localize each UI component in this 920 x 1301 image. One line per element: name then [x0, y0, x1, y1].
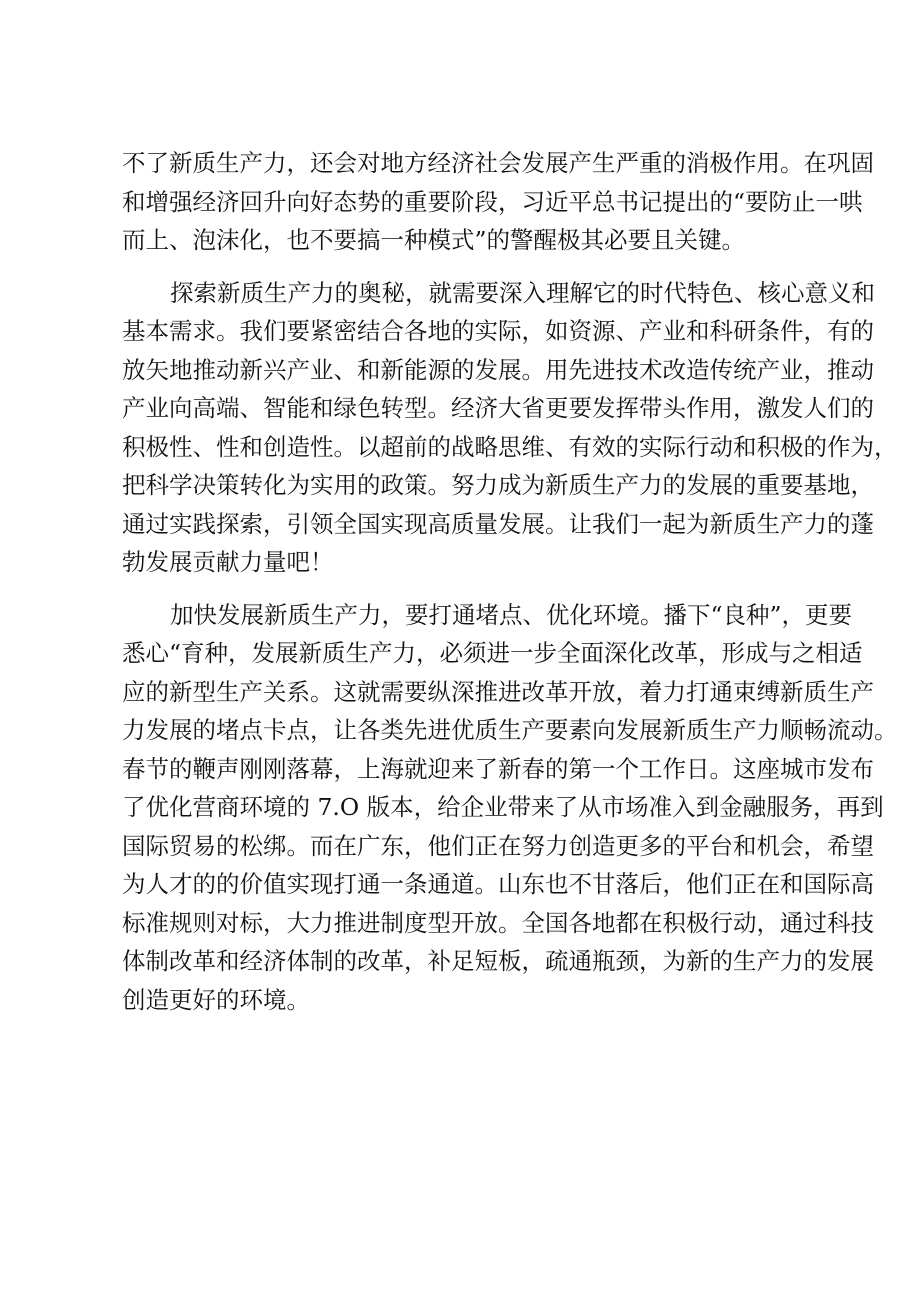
- paragraph-line: 产业向高端、智能和绿色转型。经济大省更要发挥带头作用，激发人们的: [122, 394, 874, 422]
- paragraph-spacer: [122, 582, 812, 596]
- body-text: [122, 144, 898, 1019]
- paragraph-line: 国际贸易的松绑。而在广东，他们正在努力创造更多的平台和机会，希望: [122, 831, 874, 860]
- paragraph-line: 应的新型生产关系。这就需要纵深推进改革开放，着力打通束缚新质生产: [122, 677, 874, 706]
- paragraph-1: [122, 144, 874, 260]
- paragraph-line: 探索新质生产力的奥秘，就需要深入理解它的时代特色、核心意义和: [170, 278, 875, 307]
- paragraph-3: [122, 596, 898, 1020]
- paragraph-line: 而上、泡沫化，也不要搞一种模式”的警醒极其必要且关键。: [122, 226, 746, 254]
- paragraph-line: 了优化营商环境的 7.O 版本，给企业带来了从市场准入到金融服务，再到: [122, 793, 884, 821]
- paragraph-line: 悉心“育种，发展新质生产力，必须进一步全面深化改革，形成与之相适: [122, 639, 863, 667]
- paragraph-line: 标准规则对标，大力推进制度型开放。全国各地都在积极行动，通过科技: [122, 908, 874, 937]
- paragraph-2: [122, 274, 898, 582]
- paragraph-line: 不了新质生产力，还会对地方经济社会发展产生严重的消极作用。在巩固: [122, 149, 874, 177]
- paragraph-line: 体制改革和经济体制的改革，补足短板，疏通瓶颈，为新的生产力的发展: [122, 947, 874, 975]
- paragraph-line: 加快发展新质生产力，要打通堵点、优化环境。播下“良种”，更要: [170, 600, 853, 629]
- paragraph-line: 把科学决策转化为实用的政策。努力成为新质生产力的发展的重要基地，: [122, 471, 874, 499]
- paragraph-line: 通过实践探索，引领全国实现高质量发展。让我们一起为新质生产力的蓬: [122, 509, 874, 538]
- paragraph-line: 放矢地推动新兴产业、和新能源的发展。用先进技术改造传统产业，推动: [122, 355, 874, 384]
- paragraph-line: 为人才的的价值实现打通一条通道。山东也不甘落后，他们正在和国际高: [122, 870, 874, 898]
- paragraph-line: 基本需求。我们要紧密结合各地的实际，如资源、产业和科研条件，有的: [122, 317, 874, 345]
- paragraph-line: 创造更好的环境。: [122, 985, 310, 1014]
- paragraph-line: 积极性、性和创造性。以超前的战略思维、有效的实际行动和积极的作为，: [122, 432, 898, 461]
- paragraph-line: 力发展的堵点卡点，让各类先进优质生产要素向发展新质生产力顺畅流动。: [122, 716, 898, 744]
- paragraph-spacer: [122, 260, 812, 274]
- paragraph-line: 春节的鞭声刚刚落幕，上海就迎来了新春的第一个工作日。这座城市发布: [122, 754, 874, 783]
- paragraph-line: 勃发展贡献力量吧！: [122, 548, 334, 576]
- paragraph-line: 和增强经济回升向好态势的重要阶段，习近平总书记提出的“要防止一哄: [122, 187, 863, 216]
